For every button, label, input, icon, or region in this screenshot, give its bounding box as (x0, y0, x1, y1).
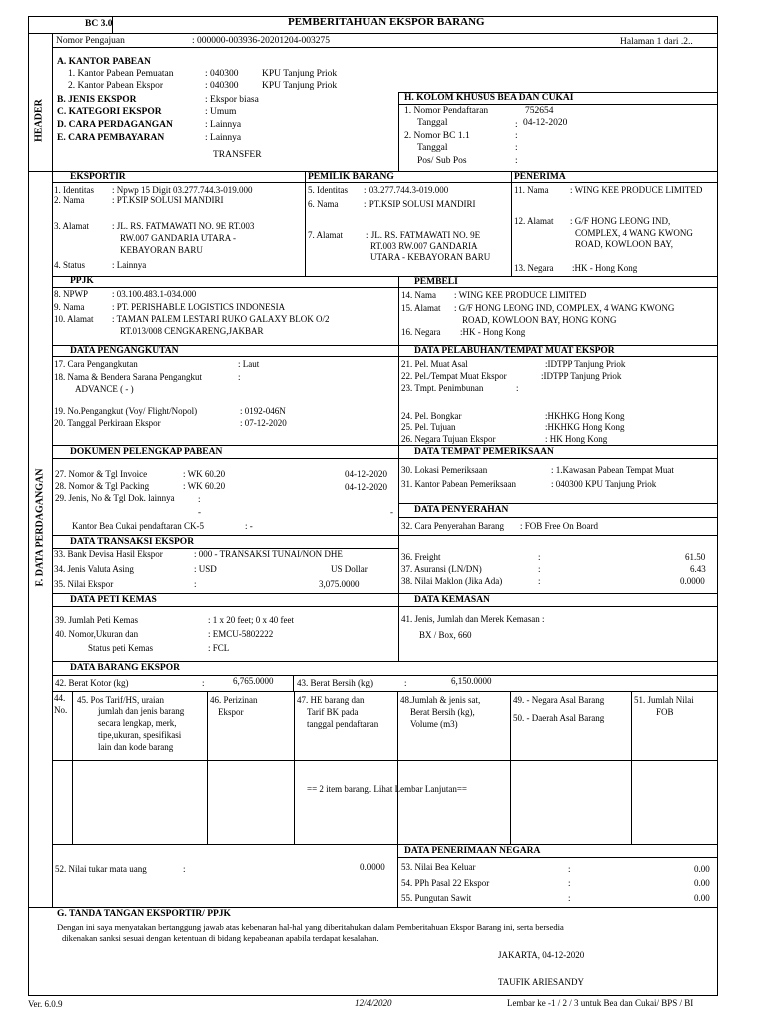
packing-label: 28. Nomor & Tgl Packing (55, 481, 150, 491)
nilai-ekspor-label: 35. Nilai Ekspor (54, 579, 114, 589)
dok-lain-colon: : (198, 494, 201, 504)
col47-line3: tanggal pendaftaran (307, 719, 379, 729)
eksportir-status-label: 4. Status (54, 260, 86, 270)
dok-lain-label: 29. Jenis, No & Tgl Dok. lainnya (55, 493, 175, 503)
valuta-label: 34. Jenis Valuta Asing (54, 564, 134, 574)
col45-line5: lain dan kode barang (98, 742, 174, 752)
kantor-pemuatan-label: 1. Kantor Pabean Pemuatan (68, 69, 174, 79)
tanggal1-label: Tanggal (417, 118, 448, 128)
asuransi-label: 37. Asuransi (LN/DN) (401, 564, 482, 574)
pembeli-alamat-1: : G/F HONG LEONG IND, COMPLEX, 4 WANG KWONG (454, 303, 675, 313)
footer-lembar: Lembar ke -1 / 2 / 3 untuk Bea dan Cukai/ BPS / BI (507, 998, 694, 1008)
pel-muat-asal-value: :IDTPP Tanjung Priok (545, 359, 626, 369)
ppjk-alamat-1: : TAMAN PALEM LESTARI RUKO GALAXY BLOK O/2 (112, 314, 330, 324)
tmpt-penimbunan-value: : (516, 383, 519, 393)
tmpt-penimbunan-label: 23. Tmpt. Penimbunan (401, 383, 484, 393)
maklon-label: 38. Nilai Maklon (Jika Ada) (401, 576, 503, 586)
cara-pengangkutan-label: 17. Cara Pengangkutan (54, 359, 138, 369)
pemilik-alamat-label: 7. Alamat (308, 230, 343, 240)
form-code: BC 3.0 (85, 19, 113, 29)
ck5-label: Kantor Bea Cukai pendaftaran CK-5 (72, 521, 204, 531)
sarana-pengangkut-label: 18. Nama & Bendera Sarana Pengangkut (54, 372, 202, 382)
valuta-code: : USD (194, 564, 217, 574)
signature-place-date: JAKARTA, 04-12-2020 (498, 950, 585, 960)
pembeli-nama-value: : WING KEE PRODUCE LIMITED (454, 290, 587, 300)
tgl-perkiraan-label: 20. Tanggal Perkiraan Ekspor (54, 418, 161, 428)
ck5-value: : - (245, 521, 253, 531)
nomor-pendaftaran-label: 1. Nomor Pendaftaran (404, 106, 489, 116)
pembeli-negara-label: 16. Negara (401, 327, 441, 337)
eksportir-identitas-label: 1. Identitas (54, 185, 94, 195)
dok-lain-dash2: - (390, 507, 393, 517)
col48-line1: 48.Jumlah & jenis sat, (400, 695, 481, 705)
page-indicator: Halaman 1 dari .2.. (620, 37, 693, 47)
pel-muat-asal-label: 21. Pel. Muat Asal (401, 359, 468, 369)
freight-label: 36. Freight (401, 552, 441, 562)
pelabuhan-heading: DATA PELABUHAN/TEMPAT MUAT EKSPOR (414, 346, 615, 356)
form-title: PEMBERITAHUAN EKSPOR BARANG (288, 16, 485, 28)
declaration-line2: dikenakan sanksi sesuai dengan ketentuan di bidang kepabeanan apabila terdapat kesalahan. (62, 933, 379, 943)
kantor-pemuatan-code: : 040300 (205, 69, 239, 79)
jumlah-peti-value: : 1 x 20 feet; 0 x 40 feet (208, 615, 294, 625)
transaksi-heading: DATA TRANSAKSI EKSPOR (70, 537, 195, 547)
cara-pembayaran-value: : Lainnya (205, 133, 242, 143)
pos-colon: : (515, 156, 518, 166)
tanggal2-label: Tanggal (417, 143, 448, 153)
pemilik-alamat-3: UTARA - KEBAYORAN BARU (370, 252, 491, 262)
signer-name: TAUFIK ARIESANDY (498, 977, 585, 987)
nomor-pendaftaran-value: 752654 (525, 106, 554, 116)
eksportir-heading: EKSPORTIR (70, 172, 126, 182)
col45-line2: jumlah dan jenis barang (98, 706, 185, 716)
penerima-nama-value: : WING KEE PRODUCE LIMITED (570, 185, 703, 195)
ppjk-npwp-value: : 03.100.483.1-034.000 (112, 289, 197, 299)
cara-penyerahan-value: : FOB Free On Board (520, 521, 598, 531)
kantor-pabean-heading: A. KANTOR PABEAN (57, 57, 151, 67)
col49-label: 49. - Negara Asal Barang (513, 695, 605, 705)
col44-label: 44. (54, 693, 66, 703)
kantor-ekspor-label: 2. Kantor Pabean Ekspor (68, 81, 163, 91)
nilai-tukar-value: 0.0000 (360, 862, 385, 872)
header-side-label: HEADER (33, 99, 45, 142)
pemilik-nama-value: : PT.KSIP SOLUSI MANDIRI (364, 199, 476, 209)
col45-line4: tipe,ukuran, spesifikasi (98, 730, 182, 740)
kantor-ekspor-name: KPU Tanjung Priok (262, 81, 338, 91)
pph-value: 0.00 (694, 878, 710, 888)
status-peti-label: Status peti Kemas (88, 643, 153, 653)
lanjutan-note: == 2 item barang. Lihat Lembar Lanjutan== (307, 784, 468, 794)
berat-kotor-colon: : (202, 678, 205, 688)
penerima-negara-label: 13. Negara (514, 263, 554, 273)
declaration-line1: Dengan ini saya menyatakan bertanggung jawab atas kebenaran hal-hal yang diberitahukan dalam Pemberitahuan Ekspor Barang ini, serta bersedia (57, 922, 564, 932)
pel-tujuan-label: 25. Pel. Tujuan (401, 422, 456, 432)
tanggal2-colon: : (515, 143, 518, 153)
cara-pembayaran-label: E. CARA PEMBAYARAN (57, 133, 165, 143)
pemilik-identitas-label: 5. Identitas (308, 185, 348, 195)
ppjk-alamat-2: RT.013/008 CENGKARENG,JAKBAR (120, 326, 264, 336)
tanda-tangan-heading: G. TANDA TANGAN EKSPORTIR/ PPJK (57, 909, 231, 919)
col44-no: No. (54, 705, 68, 715)
kantor-pemuatan-name: KPU Tanjung Priok (262, 69, 338, 79)
col51-line2: FOB (656, 707, 674, 717)
cara-penyerahan-label: 32. Cara Penyerahan Barang (401, 521, 504, 531)
invoice-label: 27. Nomor & Tgl Invoice (55, 469, 148, 479)
lokasi-periksa-label: 30. Lokasi Pemeriksaan (401, 465, 488, 475)
bea-keluar-colon: : (568, 864, 571, 874)
eksportir-nama-value: : PT.KSIP SOLUSI MANDIRI (112, 195, 224, 205)
cara-pembayaran-extra: TRANSFER (213, 150, 262, 160)
nomor-bc11-label: 2. Nomor BC 1.1 (404, 131, 470, 141)
kemasan-label: 41. Jenis, Jumlah dan Merek Kemasan : (401, 614, 545, 624)
pel-tujuan-value: :HKHKG Hong Kong (545, 422, 625, 432)
negara-tujuan-label: 26. Negara Tujuan Ekspor (401, 434, 496, 444)
eksportir-alamat-1: : JL. RS. FATMAWATI NO. 9E RT.003 (112, 221, 255, 231)
sawit-colon: : (568, 893, 571, 903)
penerima-negara-value: :HK - Hong Kong (572, 263, 638, 273)
kategori-ekspor-label: C. KATEGORI EKSPOR (57, 107, 162, 117)
col47-line1: 47. HE barang dan (297, 695, 365, 705)
tanggal1-colon: : (515, 120, 518, 130)
asuransi-value: 6.43 (690, 564, 706, 574)
nilai-ekspor-colon: : (194, 579, 197, 589)
dokumen-heading: DOKUMEN PELENGKAP PABEAN (70, 447, 223, 457)
eksportir-nama-label: 2. Nama (54, 195, 85, 205)
pemilik-nama-label: 6. Nama (308, 199, 339, 209)
no-pengangkut-value: : 0192-046N (240, 406, 286, 416)
pel-muat-ekspor-label: 22. Pel./Tempat Muat Ekspor (401, 371, 507, 381)
col45-line1: 45. Pos Tarif/HS, uraian (77, 695, 164, 705)
pembeli-alamat-label: 15. Alamat (401, 303, 441, 313)
ppjk-alamat-label: 10. Alamat (54, 314, 94, 324)
col46-line1: 46. Perizinan (210, 695, 258, 705)
bank-devisa-label: 33. Bank Devisa Hasil Ekspor (54, 549, 163, 559)
bank-devisa-value: : 000 - TRANSAKSI TUNAI/NON DHE (194, 549, 343, 559)
nomor-bc11-colon: : (515, 131, 518, 141)
sarana-pengangkut-colon: : (238, 372, 241, 382)
cara-perdagangan-label: D. CARA PERDAGANGAN (57, 120, 173, 130)
asuransi-colon: : (538, 564, 541, 574)
kantor-periksa-value: : 040300 KPU Tanjung Priok (551, 479, 657, 489)
eksportir-identitas-value: : Npwp 15 Digit 03.277.744.3-019.000 (112, 185, 253, 195)
col48-line3: Volume (m3) (410, 719, 458, 729)
pembeli-alamat-2: ROAD, KOWLOON BAY, HONG KONG (462, 315, 617, 325)
penerimaan-heading: DATA PENERIMAAN NEGARA (404, 846, 541, 856)
penerima-alamat-1: : G/F HONG LEONG IND, (570, 216, 671, 226)
ppjk-nama-label: 9. Nama (54, 302, 85, 312)
barang-heading: DATA BARANG EKSPOR (70, 663, 180, 673)
pembeli-negara-value: :HK - Hong Kong (460, 327, 526, 337)
pel-bongkar-label: 24. Pel. Bongkar (401, 411, 462, 421)
bea-keluar-label: 53. Nilai Bea Keluar (401, 862, 476, 872)
col47-line2: Tarif BK pada (307, 707, 359, 717)
eksportir-alamat-3: KEBAYORAN BARU (120, 245, 203, 255)
eksportir-status-value: : Lainnya (112, 260, 147, 270)
nilai-ekspor-value: 3,075.0000 (319, 579, 360, 589)
kemasan-heading: DATA KEMASAN (414, 595, 490, 605)
col46-line2: Ekspor (218, 707, 244, 717)
berat-kotor-value: 6,765.0000 (233, 676, 274, 686)
pembeli-heading: PEMBELI (414, 277, 458, 287)
nilai-tukar-label: 52. Nilai tukar mata uang (55, 864, 147, 874)
invoice-no: : WK 60.20 (183, 469, 226, 479)
kategori-ekspor-value: : Umum (205, 107, 237, 117)
penerima-alamat-2: COMPLEX, 4 WANG KWONG (575, 228, 693, 238)
pos-label: Pos/ Sub Pos (417, 156, 467, 166)
berat-bersih-value: 6,150.0000 (451, 676, 492, 686)
pph-label: 54. PPh Pasal 22 Ekspor (401, 878, 490, 888)
cara-pengangkutan-value: : Laut (238, 359, 260, 369)
penerima-alamat-label: 12. Alamat (514, 216, 554, 226)
nomor-pengajuan-label: Nomor Pengajuan (56, 36, 125, 46)
berat-bersih-colon: : (404, 678, 407, 688)
pph-colon: : (568, 878, 571, 888)
berat-bersih-label: 43. Berat Bersih (kg) (297, 678, 373, 688)
col48-line2: Berat Bersih (kg), (410, 707, 475, 717)
sawit-value: 0.00 (694, 893, 710, 903)
col50-label: 50. - Daerah Asal Barang (513, 713, 605, 723)
maklon-value: 0.0000 (680, 576, 705, 586)
ppjk-nama-value: : PT. PERISHABLE LOGISTICS INDONESIA (112, 302, 286, 312)
trade-data-side-label: F. DATA PERDAGANGAN (34, 468, 46, 587)
berat-kotor-label: 42. Berat Kotor (kg) (55, 678, 129, 688)
packing-date: 04-12-2020 (345, 482, 387, 492)
footer-date: 12/4/2020 (355, 998, 392, 1008)
sawit-label: 55. Pungutan Sawit (401, 893, 472, 903)
jenis-ekspor-label: B. JENIS EKSPOR (57, 95, 137, 105)
col45-line3: secara lengkap, merk, (98, 718, 177, 728)
freight-colon: : (538, 552, 541, 562)
pel-bongkar-value: :HKHKG Hong Kong (545, 411, 625, 421)
penerima-nama-label: 11. Nama (514, 185, 549, 195)
col51-line1: 51. Jumlah Nilai (634, 695, 694, 705)
penyerahan-heading: DATA PENYERAHAN (414, 505, 509, 515)
ppjk-heading: PPJK (70, 276, 94, 286)
footer-version: Ver. 6.0.9 (28, 999, 63, 1009)
negara-tujuan-value: : HK Hong Kong (545, 434, 608, 444)
kolom-khusus-heading: H. KOLOM KHUSUS BEA DAN CUKAI (404, 93, 574, 103)
pemilik-alamat-2: RT.003 RW.007 GANDARIA (370, 241, 478, 251)
pemilik-identitas-value: : 03.277.744.3-019.000 (364, 185, 449, 195)
left-column-divider (52, 33, 53, 907)
pemilik-alamat-1: : JL. RS. FATMAWATI NO. 9E (366, 230, 481, 240)
pembeli-nama-label: 14. Nama (401, 290, 436, 300)
invoice-date: 04-12-2020 (345, 469, 387, 479)
kantor-ekspor-code: : 040300 (205, 81, 239, 91)
lokasi-periksa-value: : 1.Kawasan Pabean Tempat Muat (551, 465, 674, 475)
ppjk-npwp-label: 8. NPWP (54, 289, 89, 299)
nomor-pengajuan-value: : 000000-003936-20201204-003275 (192, 36, 331, 46)
peti-kemas-heading: DATA PETI KEMAS (70, 595, 157, 605)
jenis-ekspor-value: : Ekspor biasa (205, 95, 259, 105)
sarana-pengangkut-value: ADVANCE ( - ) (75, 384, 134, 394)
penerima-heading: PENERIMA (514, 172, 566, 182)
jumlah-peti-label: 39. Jumlah Peti Kemas (55, 615, 138, 625)
bea-keluar-value: 0.00 (694, 864, 710, 874)
maklon-colon: : (538, 576, 541, 586)
eksportir-alamat-2: RW.007 GANDARIA UTARA - (120, 233, 236, 243)
tanggal1-value: 04-12-2020 (523, 118, 568, 128)
status-peti-value: : FCL (208, 643, 230, 653)
nomor-peti-value: : EMCU-5802222 (208, 629, 274, 639)
freight-value: 61.50 (685, 552, 706, 562)
nilai-tukar-colon: : (183, 864, 186, 874)
periksa-heading: DATA TEMPAT PEMERIKSAAN (414, 447, 554, 457)
no-pengangkut-label: 19. No.Pengangkut (Voy/ Flight/Nopol) (54, 406, 198, 416)
dok-lain-dash1: - (198, 507, 201, 517)
penerima-alamat-3: ROAD, KOWLOON BAY, (575, 239, 674, 249)
eksportir-alamat-label: 3. Alamat (54, 221, 89, 231)
packing-no: : WK 60.20 (183, 481, 226, 491)
cara-perdagangan-value: : Lainnya (205, 120, 242, 130)
tgl-perkiraan-value: : 07-12-2020 (240, 418, 287, 428)
pel-muat-ekspor-value: :IDTPP Tanjung Priok (541, 371, 622, 381)
valuta-name: US Dollar (331, 564, 368, 574)
kemasan-value: BX / Box, 660 (419, 630, 472, 640)
nomor-peti-label: 40. Nomor,Ukuran dan (55, 629, 139, 639)
pengangkutan-heading: DATA PENGANGKUTAN (70, 346, 179, 356)
kantor-periksa-label: 31. Kantor Pabean Pemeriksaan (401, 479, 516, 489)
form-border (28, 16, 718, 996)
pemilik-heading: PEMILIK BARANG (308, 172, 394, 182)
